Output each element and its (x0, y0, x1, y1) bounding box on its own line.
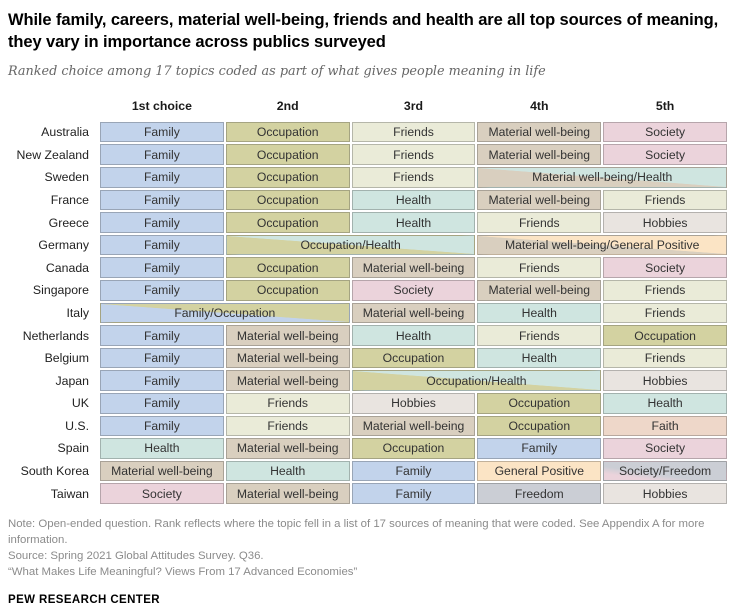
table-row (8, 144, 727, 165)
cell-faith: Faith (603, 416, 727, 437)
chart-subtitle: Ranked choice among 17 topics coded as part of what gives people meaning in life (8, 63, 546, 79)
cell-friends: Friends (477, 325, 601, 346)
cell-material-well-being: Material well-being (226, 370, 350, 391)
cell-friends: Friends (226, 416, 350, 437)
cell-occupation-health: Occupation/Health (352, 370, 602, 391)
column-header-5th: 5th (655, 98, 675, 113)
row-label-new-zealand: New Zealand (16, 147, 89, 162)
cell-material-well-being: Material well-being (226, 325, 350, 346)
cell-family: Family (100, 190, 224, 211)
cell-society: Society (603, 122, 727, 143)
cell-family: Family (100, 416, 224, 437)
row-label-singapore: Singapore (32, 283, 89, 298)
cell-family: Family (100, 257, 224, 278)
row-label-france: France (50, 192, 89, 207)
cell-material-well-being: Material well-being (477, 280, 601, 301)
cell-friends: Friends (352, 144, 476, 165)
cell-occupation-health: Occupation/Health (226, 235, 476, 256)
table-row (8, 461, 727, 482)
cell-society: Society (352, 280, 476, 301)
cell-occupation: Occupation (477, 416, 601, 437)
pew-research-center-logo: PEW RESEARCH CENTER (8, 593, 161, 606)
cell-general-positive: General Positive (477, 461, 601, 482)
table-row (8, 393, 727, 414)
cell-family: Family (100, 348, 224, 369)
cell-health: Health (477, 303, 601, 324)
cell-family: Family (100, 370, 224, 391)
cell-family: Family (100, 393, 224, 414)
row-label-u-s: U.S. (65, 418, 89, 433)
cell-health: Health (477, 348, 601, 369)
cell-occupation: Occupation (603, 325, 727, 346)
cell-health: Health (352, 212, 476, 233)
cell-material-well-being: Material well-being (352, 416, 476, 437)
cell-family-occupation: Family/Occupation (100, 303, 350, 324)
cell-material-well-being: Material well-being (477, 144, 601, 165)
cell-material-well-being: Material well-being (477, 122, 601, 143)
cell-friends: Friends (226, 393, 350, 414)
cell-family: Family (352, 483, 476, 504)
table-row (8, 280, 727, 301)
table-row (8, 416, 727, 437)
row-label-spain: Spain (57, 441, 89, 456)
note-text: Note: Open-ended question. Rank reflects where the topic fell in a list of 17 sources of meaning that were coded. See Appendix A for more information. (8, 517, 705, 546)
row-label-sweden: Sweden (44, 170, 89, 185)
cell-family: Family (100, 144, 224, 165)
cell-society-freedom: Society/Freedom (603, 461, 727, 482)
table-row (8, 348, 727, 369)
table-row (8, 325, 727, 346)
cell-material-well-being: Material well-being (100, 461, 224, 482)
row-label-germany: Germany (38, 238, 89, 253)
table-row (8, 235, 727, 256)
cell-friends: Friends (603, 190, 727, 211)
cell-family: Family (100, 280, 224, 301)
cell-friends: Friends (603, 303, 727, 324)
cell-society: Society (603, 257, 727, 278)
cell-material-well-being-general-positive: Material well-being/General Positive (477, 235, 727, 256)
cell-friends: Friends (477, 257, 601, 278)
cell-health: Health (100, 438, 224, 459)
cell-material-well-being: Material well-being (477, 190, 601, 211)
row-label-canada: Canada (45, 260, 89, 275)
table-row (8, 257, 727, 278)
cell-hobbies: Hobbies (603, 212, 727, 233)
page-title: While family, careers, material well-being, friends and health are all top sources of meaning, they vary in importance across publics surveyed (8, 11, 719, 51)
cell-occupation: Occupation (226, 122, 350, 143)
cell-occupation: Occupation (352, 348, 476, 369)
row-label-japan: Japan (55, 373, 89, 388)
row-label-italy: Italy (66, 305, 89, 320)
table-row (8, 122, 727, 143)
cell-material-well-being: Material well-being (226, 483, 350, 504)
cell-family: Family (477, 438, 601, 459)
cell-occupation: Occupation (226, 167, 350, 188)
cell-health: Health (352, 190, 476, 211)
column-header-spacer (8, 99, 98, 113)
cell-occupation: Occupation (226, 280, 350, 301)
column-header-2nd: 2nd (276, 98, 299, 113)
cell-friends: Friends (352, 122, 476, 143)
cell-material-well-being: Material well-being (352, 257, 476, 278)
cell-material-well-being-health: Material well-being/Health (477, 167, 727, 188)
row-label-greece: Greece (48, 215, 89, 230)
cell-occupation: Occupation (226, 190, 350, 211)
cell-society: Society (100, 483, 224, 504)
footnotes (8, 517, 727, 581)
cell-friends: Friends (352, 167, 476, 188)
table-row (8, 370, 727, 391)
cell-friends: Friends (603, 280, 727, 301)
report-title: “What Makes Life Meaningful? Views From 17 Advanced Economies” (8, 565, 358, 578)
cell-health: Health (603, 393, 727, 414)
row-label-south-korea: South Korea (20, 464, 89, 479)
cell-occupation: Occupation (226, 212, 350, 233)
cell-occupation: Occupation (477, 393, 601, 414)
row-label-belgium: Belgium (44, 351, 89, 366)
ranking-table (8, 122, 727, 504)
column-headers (8, 99, 727, 113)
cell-family: Family (100, 167, 224, 188)
column-header-3rd: 3rd (403, 98, 424, 113)
cell-family: Family (100, 122, 224, 143)
cell-family: Family (352, 461, 476, 482)
table-row (8, 167, 727, 188)
table-row (8, 212, 727, 233)
cell-hobbies: Hobbies (352, 393, 476, 414)
cell-freedom: Freedom (477, 483, 601, 504)
cell-family: Family (100, 325, 224, 346)
row-label-uk: UK (71, 396, 89, 411)
cell-society: Society (603, 438, 727, 459)
cell-occupation: Occupation (226, 144, 350, 165)
cell-hobbies: Hobbies (603, 483, 727, 504)
row-label-australia: Australia (41, 125, 89, 140)
row-label-taiwan: Taiwan (50, 486, 89, 501)
table-row (8, 303, 727, 324)
cell-family: Family (100, 235, 224, 256)
cell-material-well-being: Material well-being (352, 303, 476, 324)
cell-occupation: Occupation (352, 438, 476, 459)
cell-family: Family (100, 212, 224, 233)
cell-health: Health (352, 325, 476, 346)
cell-occupation: Occupation (226, 257, 350, 278)
cell-friends: Friends (603, 348, 727, 369)
cell-material-well-being: Material well-being (226, 348, 350, 369)
cell-society: Society (603, 144, 727, 165)
cell-material-well-being: Material well-being (226, 438, 350, 459)
row-label-netherlands: Netherlands (22, 328, 89, 343)
table-row (8, 438, 727, 459)
table-row (8, 190, 727, 211)
cell-friends: Friends (477, 212, 601, 233)
column-header-4th: 4th (530, 98, 549, 113)
table-row (8, 483, 727, 504)
source-text: Source: Spring 2021 Global Attitudes Survey. Q36. (8, 549, 264, 562)
cell-hobbies: Hobbies (603, 370, 727, 391)
cell-health: Health (226, 461, 350, 482)
column-header-1st-choice: 1st choice (131, 98, 192, 113)
